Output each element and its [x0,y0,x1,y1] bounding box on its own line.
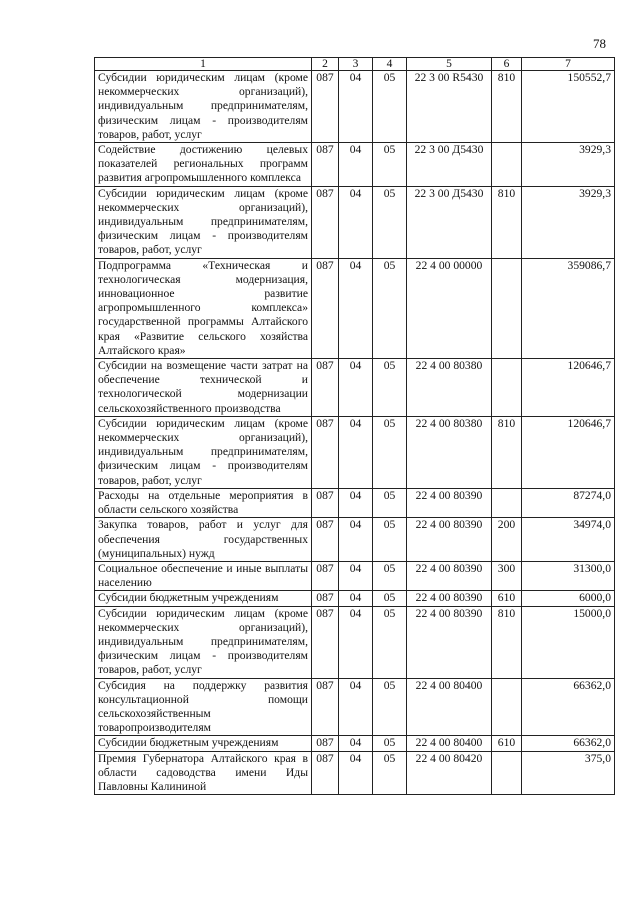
table-row [95,258,615,358]
ministry-code-cell: 087 [312,143,339,187]
expense-type-cell: 810 [492,186,522,258]
table-row [95,518,615,562]
ministry-code-cell: 087 [312,561,339,590]
subsection-code-cell: 05 [373,258,407,358]
subsection-code-cell: 05 [373,71,407,143]
table-row [95,186,615,258]
expense-type-cell [492,751,522,795]
row-name-cell: Субсидия на поддержку развития консультационной помощи сельскохозяйственным товаропроизводителям [95,678,312,736]
target-article-cell: 22 4 00 80390 [407,606,492,678]
section-code-cell: 04 [339,143,373,187]
column-header: 3 [339,58,373,71]
amount-cell: 120646,7 [522,359,615,417]
subsection-code-cell: 05 [373,751,407,795]
expense-type-cell: 300 [492,561,522,590]
target-article-cell: 22 4 00 80390 [407,518,492,562]
column-header: 6 [492,58,522,71]
amount-cell: 66362,0 [522,678,615,736]
table-row [95,561,615,590]
section-code-cell: 04 [339,591,373,606]
row-name-cell: Премия Губернатора Алтайского края в области садоводства имени Иды Павловны Калининой [95,751,312,795]
ministry-code-cell: 087 [312,416,339,488]
section-code-cell: 04 [339,606,373,678]
subsection-code-cell: 05 [373,359,407,417]
subsection-code-cell: 05 [373,561,407,590]
subsection-code-cell: 05 [373,143,407,187]
target-article-cell: 22 4 00 00000 [407,258,492,358]
amount-cell: 120646,7 [522,416,615,488]
table-row [95,606,615,678]
row-name-cell: Субсидии юридическим лицам (кроме некоммерческих организаций), индивидуальным предпринимателям, физическим лицам - производителям товаров, работ, услуг [95,186,312,258]
table-row [95,71,615,143]
amount-cell: 66362,0 [522,736,615,751]
subsection-code-cell: 05 [373,488,407,517]
ministry-code-cell: 087 [312,359,339,417]
ministry-code-cell: 087 [312,736,339,751]
row-name-cell: Субсидии бюджетным учреждениям [95,591,312,606]
expense-type-cell: 200 [492,518,522,562]
target-article-cell: 22 3 00 Д5430 [407,143,492,187]
budget-table [94,57,615,795]
section-code-cell: 04 [339,416,373,488]
target-article-cell: 22 3 00 Д5430 [407,186,492,258]
column-header: 1 [95,58,312,71]
section-code-cell: 04 [339,678,373,736]
subsection-code-cell: 05 [373,591,407,606]
row-name-cell: Субсидии юридическим лицам (кроме некоммерческих организаций), индивидуальным предпринимателям, физическим лицам - производителям товаров, работ, услуг [95,606,312,678]
target-article-cell: 22 4 00 80390 [407,591,492,606]
subsection-code-cell: 05 [373,416,407,488]
amount-cell: 15000,0 [522,606,615,678]
table-row [95,678,615,736]
amount-cell: 6000,0 [522,591,615,606]
amount-cell: 150552,7 [522,71,615,143]
row-name-cell: Субсидии юридическим лицам (кроме некоммерческих организаций), индивидуальным предпринимателям, физическим лицам - производителям товаров, работ, услуг [95,71,312,143]
ministry-code-cell: 087 [312,258,339,358]
table-row [95,416,615,488]
row-name-cell: Подпрограмма «Техническая и технологическая модернизация, инновационное развитие агропромышленного комплекса» государственной программы Алтайского края «Развитие сельского хозяйства Алтайского края» [95,258,312,358]
row-name-cell: Субсидии бюджетным учреждениям [95,736,312,751]
table-row [95,488,615,517]
ministry-code-cell: 087 [312,751,339,795]
ministry-code-cell: 087 [312,71,339,143]
target-article-cell: 22 4 00 80420 [407,751,492,795]
ministry-code-cell: 087 [312,186,339,258]
subsection-code-cell: 05 [373,518,407,562]
ministry-code-cell: 087 [312,518,339,562]
subsection-code-cell: 05 [373,606,407,678]
column-header: 4 [373,58,407,71]
target-article-cell: 22 3 00 R5430 [407,71,492,143]
expense-type-cell [492,678,522,736]
expense-type-cell [492,143,522,187]
target-article-cell: 22 4 00 80400 [407,736,492,751]
column-header: 7 [522,58,615,71]
target-article-cell: 22 4 00 80380 [407,416,492,488]
table-row [95,751,615,795]
expense-type-cell: 810 [492,71,522,143]
expense-type-cell: 810 [492,416,522,488]
ministry-code-cell: 087 [312,488,339,517]
ministry-code-cell: 087 [312,678,339,736]
row-name-cell: Расходы на отдельные мероприятия в области сельского хозяйства [95,488,312,517]
section-code-cell: 04 [339,736,373,751]
section-code-cell: 04 [339,71,373,143]
page-number: 78 [593,36,606,51]
expense-type-cell [492,488,522,517]
amount-cell: 31300,0 [522,561,615,590]
table-row [95,736,615,751]
table-row [95,359,615,417]
row-name-cell: Закупка товаров, работ и услуг для обеспечения государственных (муниципальных) нужд [95,518,312,562]
table-row [95,143,615,187]
column-header: 2 [312,58,339,71]
expense-type-cell [492,359,522,417]
section-code-cell: 04 [339,258,373,358]
subsection-code-cell: 05 [373,678,407,736]
table-row [95,591,615,606]
amount-cell: 34974,0 [522,518,615,562]
amount-cell: 3929,3 [522,186,615,258]
section-code-cell: 04 [339,751,373,795]
section-code-cell: 04 [339,186,373,258]
target-article-cell: 22 4 00 80390 [407,488,492,517]
column-header: 5 [407,58,492,71]
subsection-code-cell: 05 [373,186,407,258]
target-article-cell: 22 4 00 80400 [407,678,492,736]
ministry-code-cell: 087 [312,591,339,606]
expense-type-cell: 810 [492,606,522,678]
header-row [95,58,615,71]
amount-cell: 359086,7 [522,258,615,358]
section-code-cell: 04 [339,488,373,517]
row-name-cell: Социальное обеспечение и иные выплаты населению [95,561,312,590]
expense-type-cell: 610 [492,591,522,606]
row-name-cell: Субсидии на возмещение части затрат на обеспечение технической и технологической модернизации сельскохозяйственного производства [95,359,312,417]
section-code-cell: 04 [339,518,373,562]
target-article-cell: 22 4 00 80390 [407,561,492,590]
row-name-cell: Субсидии юридическим лицам (кроме некоммерческих организаций), индивидуальным предпринимателям, физическим лицам - производителям товаров, работ, услуг [95,416,312,488]
expense-type-cell: 610 [492,736,522,751]
ministry-code-cell: 087 [312,606,339,678]
section-code-cell: 04 [339,561,373,590]
section-code-cell: 04 [339,359,373,417]
amount-cell: 375,0 [522,751,615,795]
expense-type-cell [492,258,522,358]
subsection-code-cell: 05 [373,736,407,751]
amount-cell: 3929,3 [522,143,615,187]
row-name-cell: Содействие достижению целевых показателей региональных программ развития агропромышленного комплекса [95,143,312,187]
target-article-cell: 22 4 00 80380 [407,359,492,417]
amount-cell: 87274,0 [522,488,615,517]
